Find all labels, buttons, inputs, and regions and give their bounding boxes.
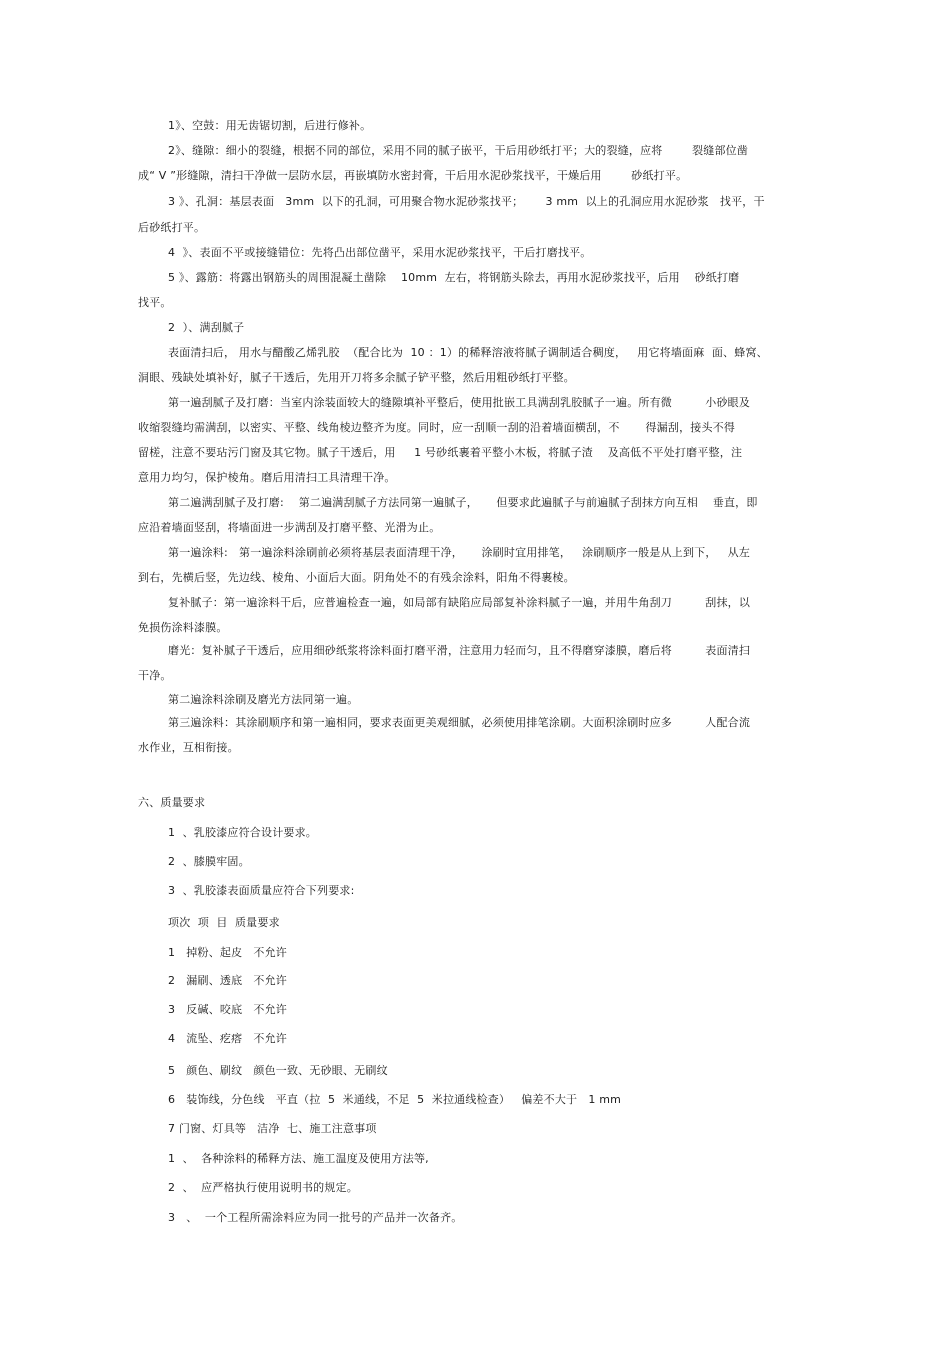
text-line: 第一遍刮腻子及打磨：当室内涂装面较大的缝隙填补平整后，使用批嵌工具满刮乳胶腻子一遍。所有微 小砂眼及 — [168, 396, 751, 409]
text-line: 2 、 应严格执行使用说明书的规定。 — [168, 1181, 358, 1194]
text-line: 3 、乳胶漆表面质量应符合下列要求: — [168, 884, 355, 897]
text-line: 2》、缝隙：细小的裂缝，根据不同的部位，采用不同的腻子嵌平，干后用砂纸打平；大的裂缝，应将 裂缝部位凿 — [168, 144, 749, 157]
text-line: 3 反碱、咬底 不允许 — [168, 1003, 287, 1016]
text-line: 4 流坠、疙瘩 不允许 — [168, 1032, 287, 1045]
text-line: 免损伤涂料漆膜。 — [138, 621, 228, 634]
text-line: 3 》、孔洞：基层表面 3mm 以下的孔洞，可用聚合物水泥砂浆找平； 3 mm 以上的孔洞应用水泥砂浆 找平，干 — [168, 195, 765, 208]
text-line: 4 》、表面不平或接缝错位：先将凸出部位凿平，采用水泥砂浆找平，干后打磨找平。 — [168, 246, 592, 259]
text-line: 应沿着墙面竖刮，将墙面进一步满刮及打磨平整、光滑为止。 — [138, 521, 441, 534]
text-line: 3 、 一个工程所需涂料应为同一批号的产品并一次备齐。 — [168, 1211, 463, 1224]
text-line: 2 ）、满刮腻子 — [168, 321, 245, 334]
text-line: 留槎，注意不要玷污门窗及其它物。腻子干透后，用 1 号砂纸裹着平整小木板，将腻子渣 及高低不平处打磨平整，注 — [138, 446, 743, 459]
text-line: 成“ V ”形缝隙，清扫干净做一层防水层，再嵌填防水密封膏，干后用水泥砂浆找平，干燥后用 砂纸打平。 — [138, 169, 688, 182]
text-line: 1》、空鼓：用无齿锯切割，后进行修补。 — [168, 119, 372, 132]
text-line: 2 漏刷、透底 不允许 — [168, 974, 287, 987]
text-line: 项次 项 目 质量要求 — [168, 916, 280, 929]
text-line: 第二遍涂料涂刷及磨光方法同第一遍。 — [168, 693, 359, 706]
text-line: 意用力均匀，保护棱角。磨后用清扫工具清理干净。 — [138, 471, 396, 484]
text-line: 收缩裂缝均需满刮，以密实、平整、线角棱边整齐为度。同时，应一刮顺一刮的沿着墙面横刮，不 得漏刮，接头不得 — [138, 421, 736, 434]
text-line: 6 装饰线，分色线 平直（拉 5 米通线，不足 5 米拉通线检查） 偏差不大于 1 mm — [168, 1093, 622, 1106]
text-line: 第一遍涂料: 第一遍涂料涂刷前必须将基层表面清理干净， 涂刷时宜用排笔， 涂刷顺序一般是从上到下， 从左 — [168, 546, 751, 559]
text-line: 磨光：复补腻子干透后，应用细砂纸浆将涂料面打磨平滑，注意用力轻而匀，且不得磨穿漆膜，磨后将 表面清扫 — [168, 644, 751, 657]
text-line: 7 门窗、灯具等 洁净 七、施工注意事项 — [168, 1122, 377, 1135]
text-line: 1 掉粉、起皮 不允许 — [168, 946, 287, 959]
text-line: 洞眼、残缺处填补好，腻子干透后，先用开刀将多余腻子铲平整，然后用粗砂纸打平整。 — [138, 371, 575, 384]
text-line: 1 、乳胶漆应符合设计要求。 — [168, 826, 317, 839]
text-line: 2 、膝膜牢固。 — [168, 855, 250, 868]
text-line: 水作业，互相衔接。 — [138, 741, 239, 754]
text-line: 第三遍涂料：其涂刷顺序和第一遍相同，要求表面更美观细腻，必须使用排笔涂刷。大面积涂刷时应多 人配合流 — [168, 716, 751, 729]
text-line: 找平。 — [138, 296, 172, 309]
text-line: 1 、 各种涂料的稀释方法、施工温度及使用方法等, — [168, 1152, 429, 1165]
text-line: 5 》、露筋：将露出钢筋头的周围混凝土凿除 10mm 左右，将钢筋头除去，再用水泥砂浆找平，后用 砂纸打磨 — [168, 271, 740, 284]
text-line: 表面清扫后， 用水与醋酸乙烯乳胶 （配合比为 10 ：1）的稀释溶液将腻子调制适合稠度， 用它将墙面麻 面、蜂窝、 — [168, 346, 768, 359]
text-line: 复补腻子：第一遍涂料干后，应普遍检查一遍，如局部有缺陷应局部复补涂料腻子一遍，并用牛角刮刀 刮抹，以 — [168, 596, 751, 609]
text-line: 干净。 — [138, 669, 172, 682]
text-line: 后砂纸打平。 — [138, 221, 206, 234]
text-line: 第二遍满刮腻子及打磨: 第二遍满刮腻子方法同第一遍腻子， 但要求此遍腻子与前遍腻子刮抹方向互相 垂直，即 — [168, 496, 758, 509]
text-line: 到右，先横后竖，先边线、棱角、小面后大面。阴角处不的有残余涂料，阳角不得裹棱。 — [138, 571, 575, 584]
text-line: 5 颜色、刷纹 颜色一致、无砂眼、无刷纹 — [168, 1064, 388, 1077]
text-line: 六、质量要求 — [138, 796, 206, 809]
